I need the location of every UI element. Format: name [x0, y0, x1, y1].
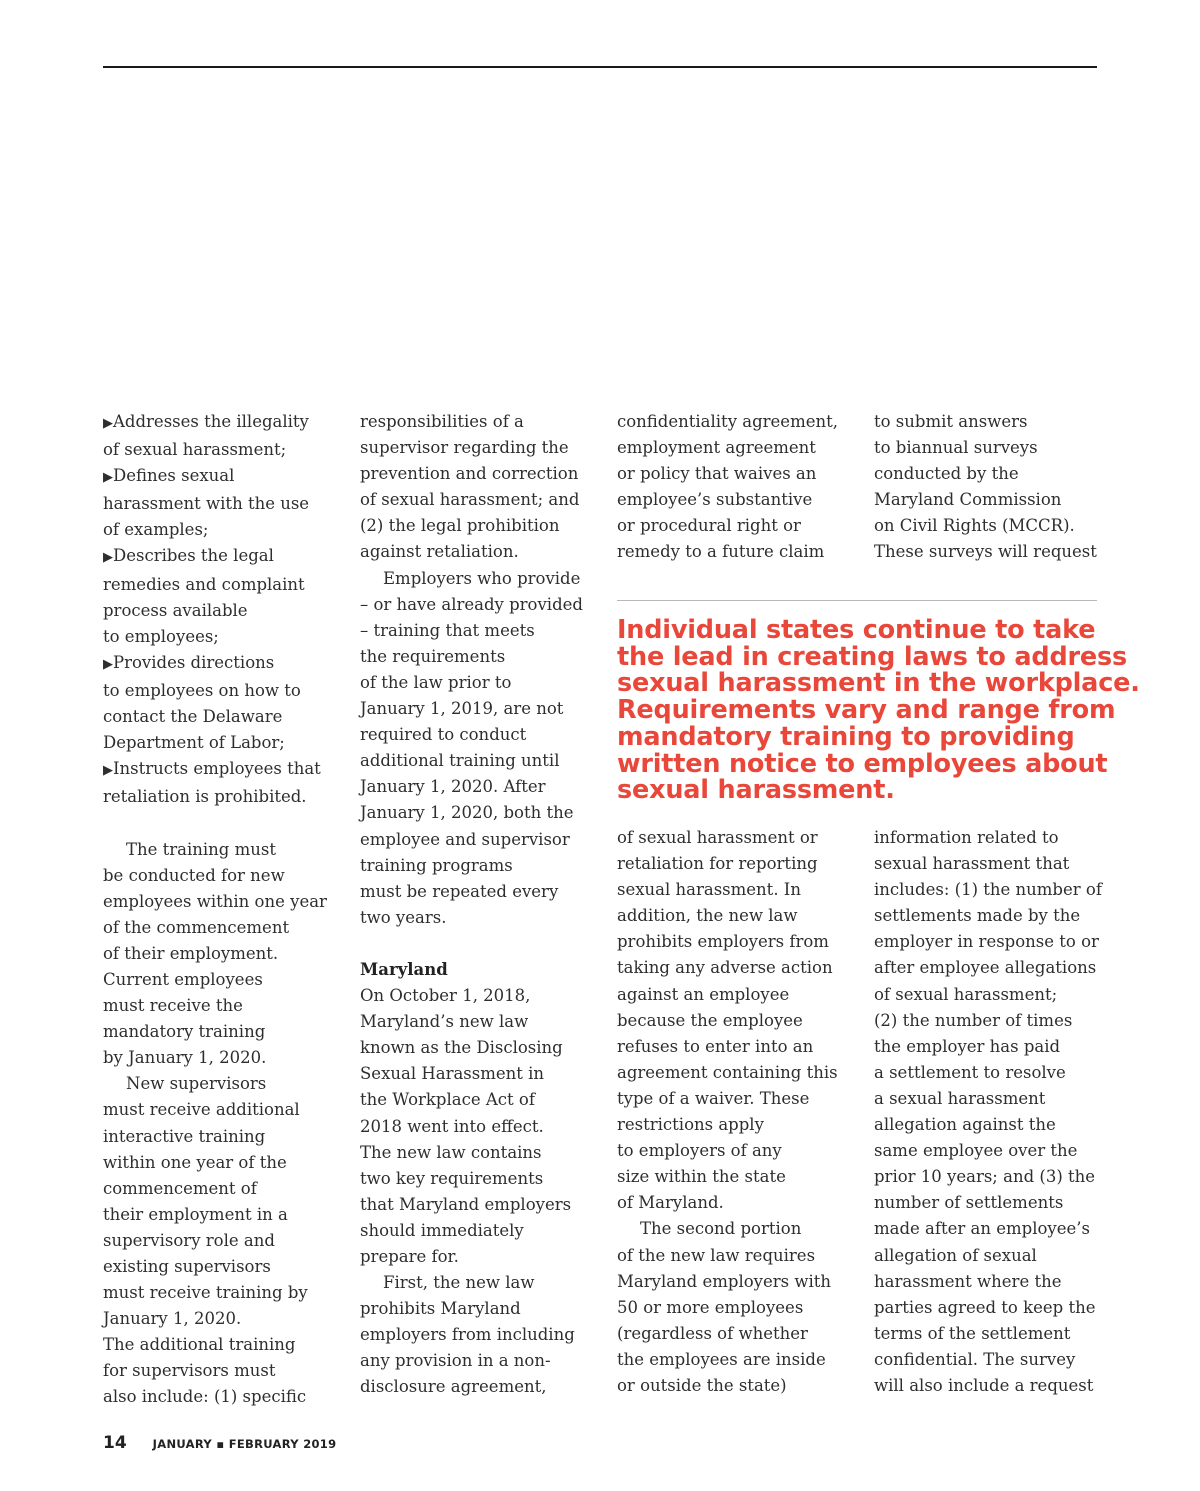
text-line: January 1, 2019, are not	[360, 699, 564, 719]
text-line: mandatory training	[103, 1022, 266, 1042]
text-line: known as the Disclosing	[360, 1038, 563, 1058]
text-line: a settlement to resolve	[874, 1062, 1066, 1082]
bullet-text: Instructs employees that	[113, 759, 321, 779]
bullet-line	[103, 491, 343, 517]
text-line: number of settlements	[874, 1193, 1064, 1213]
text-line: – training that meets	[360, 620, 535, 640]
text-line: These surveys will request	[874, 542, 1097, 562]
column-1	[103, 409, 343, 1411]
text-line: conducted by the	[874, 464, 1019, 484]
text-line: employee’s substantive	[617, 490, 813, 510]
text-line: required to conduct	[360, 725, 527, 745]
text-line: by January 1, 2020.	[103, 1048, 267, 1068]
text-line: two years.	[360, 907, 447, 927]
text-line: January 1, 2020.	[103, 1309, 242, 1329]
text-line: the Workplace Act of	[360, 1090, 535, 1110]
text-line: information related to	[874, 828, 1059, 847]
text-line: the requirements	[360, 646, 506, 666]
pull-quote-line: the lead in creating laws to address	[617, 641, 1127, 672]
text-line: against retaliation.	[360, 542, 519, 562]
bullet-line	[103, 409, 343, 437]
text-line: Maryland employers with	[617, 1271, 832, 1291]
text-line: New supervisors	[126, 1074, 267, 1094]
text-line: prepare for.	[360, 1247, 459, 1266]
bullet-text: Defines sexual	[113, 466, 235, 486]
text-line: (2) the legal prohibition	[360, 516, 560, 536]
pull-quote-line: sexual harassment.	[617, 775, 895, 806]
text-line: sexual harassment that	[874, 854, 1070, 874]
text-line: of sexual harassment;	[874, 984, 1058, 1004]
pull-quote-line: mandatory training to providing	[617, 721, 1075, 752]
bullet-arrow-icon: ▶	[103, 550, 113, 566]
text-line: 2018 went into effect.	[360, 1116, 544, 1136]
text-line: Employers who provide	[383, 568, 581, 588]
text-line: same employee over the	[874, 1141, 1078, 1161]
text-line: of the new law requires	[617, 1245, 816, 1265]
bullet-arrow-icon: ▶	[103, 763, 113, 779]
text-line: prohibits Maryland	[360, 1299, 521, 1319]
bullet-text: to employees;	[103, 626, 219, 646]
text-line: harassment where the	[874, 1271, 1062, 1291]
pullquote-rule	[617, 600, 1097, 601]
bullet-text: harassment with the use	[103, 494, 310, 514]
bullet-line	[103, 704, 343, 730]
bullet-line	[103, 543, 343, 571]
text-line: Maryland’s new law	[360, 1012, 529, 1032]
text-line: of sexual harassment; and	[360, 490, 580, 510]
text-line: or procedural right or	[617, 516, 801, 536]
paragraph-gap	[103, 810, 343, 836]
bullet-text: Provides directions	[113, 652, 275, 672]
text-line: refuses to enter into an	[617, 1036, 814, 1056]
bullet-line	[103, 463, 343, 491]
text-line: allegation against the	[874, 1115, 1056, 1135]
text-line: that Maryland employers	[360, 1194, 572, 1214]
bullet-text: remedies and complaint	[103, 574, 305, 594]
text-line: within one year of the	[103, 1152, 287, 1172]
text-line: must be repeated every	[360, 881, 559, 901]
text-line: supervisor regarding the	[360, 438, 569, 458]
issue-date: JANUARY ▪ FEBRUARY 2019	[152, 1437, 337, 1451]
text-line: The additional training	[103, 1335, 296, 1355]
text-line: of the commencement	[103, 917, 290, 937]
column-3-top	[617, 409, 857, 566]
text-line: also include: (1) specific	[103, 1387, 307, 1407]
pull-quote	[617, 615, 1140, 806]
text-line: training programs	[360, 855, 513, 875]
bullet-text: to employees on how to	[103, 680, 301, 700]
pull-quote-line: written notice to employees about	[617, 748, 1108, 779]
text-line: employee and supervisor	[360, 829, 570, 849]
bullet-line	[103, 784, 343, 810]
text-line: interactive training	[103, 1126, 266, 1146]
text-line: The training must	[126, 839, 276, 859]
text-line: for supervisors must	[103, 1361, 276, 1381]
text-line: or outside the state)	[617, 1375, 787, 1395]
bullet-line	[103, 730, 343, 756]
text-line: commencement of	[103, 1178, 257, 1198]
text-line: retaliation for reporting	[617, 854, 818, 874]
bullet-line	[103, 598, 343, 624]
bullet-line	[103, 517, 343, 543]
text-line: Maryland Commission	[874, 490, 1062, 510]
text-line: existing supervisors	[103, 1257, 271, 1276]
text-line: their employment in a	[103, 1204, 288, 1224]
bullet-line	[103, 650, 343, 678]
text-line: On October 1, 2018,	[360, 986, 531, 1006]
text-line: of their employment.	[103, 943, 279, 963]
text-line: settlements made by the	[874, 906, 1081, 926]
text-line: type of a waiver. These	[617, 1088, 810, 1108]
text-line: size within the state	[617, 1167, 786, 1187]
bullet-arrow-icon: ▶	[103, 656, 113, 672]
page-footer	[103, 1433, 336, 1453]
text-line: after employee allegations	[874, 958, 1097, 978]
bullet-line	[103, 437, 343, 463]
text-line: 50 or more employees	[617, 1297, 804, 1317]
text-line: because the employee	[617, 1010, 803, 1030]
text-line: The second portion	[640, 1219, 802, 1239]
text-line: the employees are inside	[617, 1349, 826, 1369]
bullet-arrow-icon: ▶	[103, 470, 113, 486]
bullet-text: of sexual harassment;	[103, 440, 287, 460]
bullet-line	[103, 678, 343, 704]
text-line: employers from including	[360, 1325, 575, 1345]
text-line: allegation of sexual	[874, 1245, 1037, 1265]
text-line: January 1, 2020. After	[360, 777, 546, 797]
text-line: must receive the	[103, 996, 243, 1016]
text-line: the employer has paid	[874, 1036, 1061, 1056]
text-line: Current employees	[103, 969, 263, 989]
text-line: any provision in a non-	[360, 1351, 551, 1371]
text-line: prohibits employers from	[617, 932, 829, 952]
column-2	[360, 409, 600, 1401]
bullet-text: contact the Delaware	[103, 707, 283, 727]
text-line: against an employee	[617, 984, 790, 1004]
bullet-text: Describes the legal	[113, 546, 274, 566]
text-line: employees within one year	[103, 891, 327, 911]
text-line: parties agreed to keep the	[874, 1297, 1096, 1317]
text-line: includes: (1) the number of	[874, 880, 1102, 900]
text-line: prior 10 years; and (3) the	[874, 1167, 1096, 1187]
text-line: employer in response to or	[874, 932, 1099, 952]
text-line: of the law prior to	[360, 672, 512, 692]
text-line: of sexual harassment or	[617, 828, 818, 847]
text-line: a sexual harassment	[874, 1088, 1046, 1108]
text-line: employment agreement	[617, 438, 816, 458]
text-line: First, the new law	[383, 1273, 535, 1293]
text-line: on Civil Rights (MCCR).	[874, 516, 1075, 536]
text-line: disclosure agreement,	[360, 1377, 547, 1397]
text-line: (2) the number of times	[874, 1010, 1073, 1030]
text-line: – or have already provided	[360, 594, 583, 614]
bullet-arrow-icon: ▶	[103, 416, 113, 431]
text-line: made after an employee’s	[874, 1219, 1090, 1239]
bullet-text: process available	[103, 600, 248, 620]
page-number: 14	[103, 1433, 127, 1453]
text-line: should immediately	[360, 1220, 524, 1240]
paragraph-gap	[360, 931, 600, 957]
text-line: additional training until	[360, 751, 560, 771]
top-rule	[103, 66, 1097, 68]
text-line: responsibilities of a	[360, 412, 524, 431]
column-4-bottom	[874, 825, 1114, 1399]
text-line: (regardless of whether	[617, 1323, 808, 1343]
text-line: must receive training by	[103, 1283, 308, 1303]
text-line: confidential. The survey	[874, 1349, 1076, 1369]
text-line: will also include a request	[874, 1375, 1094, 1395]
text-line: remedy to a future claim	[617, 542, 825, 562]
text-line: The new law contains	[360, 1142, 542, 1162]
text-line: be conducted for new	[103, 865, 285, 885]
section-heading-maryland: Maryland	[360, 959, 448, 979]
bullet-line	[103, 756, 343, 784]
pull-quote-line: sexual harassment in the workplace.	[617, 668, 1140, 699]
bullet-text: retaliation is prohibited.	[103, 787, 307, 807]
text-line: Sexual Harassment in	[360, 1064, 545, 1084]
column-3-bottom	[617, 825, 857, 1399]
text-line: confidentiality agreement,	[617, 412, 838, 431]
text-line: terms of the settlement	[874, 1323, 1071, 1343]
text-line: two key requirements	[360, 1168, 544, 1188]
text-line: taking any adverse action	[617, 958, 833, 978]
pull-quote-line: Requirements vary and range from	[617, 695, 1116, 726]
pull-quote-line: Individual states continue to take	[617, 615, 1096, 645]
bullet-text: Department of Labor;	[103, 733, 285, 753]
text-line: or policy that waives an	[617, 464, 817, 484]
text-line: supervisory role and	[103, 1230, 275, 1250]
text-line: to employers of any	[617, 1141, 782, 1161]
text-line: January 1, 2020, both the	[360, 803, 574, 823]
text-line: agreement containing this	[617, 1062, 838, 1082]
text-line: sexual harassment. In	[617, 880, 801, 900]
text-line: prevention and correction	[360, 464, 579, 484]
text-line: must receive additional	[103, 1100, 300, 1120]
bullet-text: Addresses the illegality	[113, 412, 309, 431]
text-line: to biannual surveys	[874, 438, 1038, 458]
text-line: addition, the new law	[617, 906, 798, 926]
text-line: to submit answers	[874, 412, 1028, 431]
column-4-top	[874, 409, 1114, 566]
bullet-text: of examples;	[103, 520, 209, 540]
text-line: of Maryland.	[617, 1193, 724, 1213]
text-line: restrictions apply	[617, 1115, 764, 1135]
bullet-line	[103, 624, 343, 650]
bullet-line	[103, 572, 343, 598]
